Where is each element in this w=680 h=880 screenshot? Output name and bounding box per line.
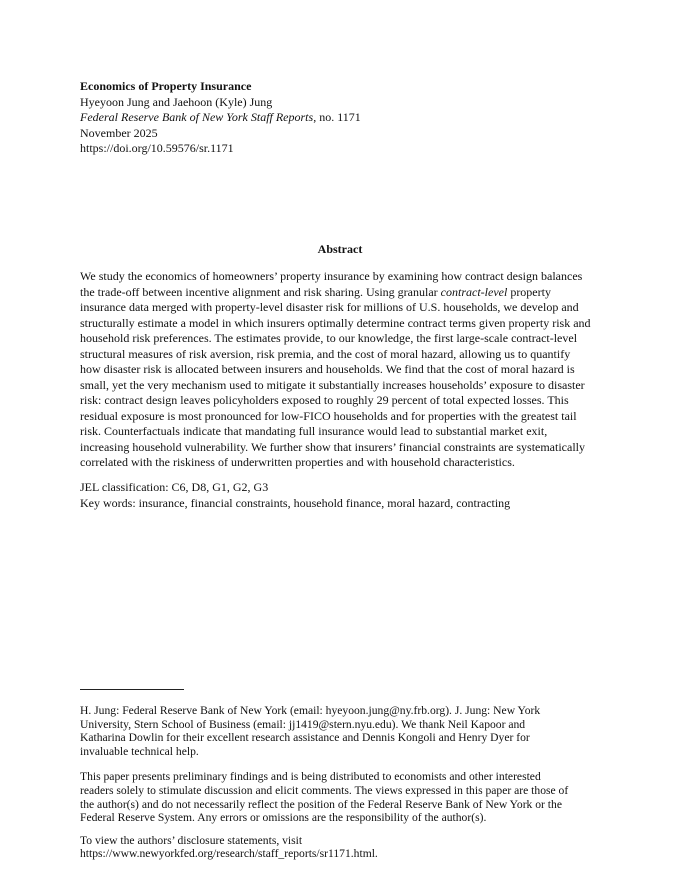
classification-block (80, 480, 600, 511)
footnotes (80, 704, 610, 861)
disclosure-link[interactable]: https://www.newyorkfed.org/research/staff_reports/sr1171.html. (80, 847, 378, 861)
paper-title: Economics of Property Insurance (80, 79, 252, 93)
footnote-line: This paper presents preliminary findings and is being distributed to economists and other interested (80, 770, 541, 784)
footnote-line: Katharina Dowlin for their excellent research assistance and Dennis Kongoli and Henry Dyer for (80, 731, 530, 745)
abstract-line: household risk preferences. The estimates provide, to our knowledge, the first large-scale contract-level (80, 331, 578, 345)
abstract-italic-term: contract-level (440, 284, 508, 299)
abstract-line-tail: property (507, 284, 551, 299)
footnote-line: the author(s) and do not necessarily reflect the position of the Federal Reserve Bank of New York or the (80, 797, 562, 811)
abstract-body (80, 269, 605, 471)
footnote-line: invaluable technical help. (80, 744, 199, 758)
footnote-line: readers solely to stimulate discussion and elicit comments. The views expressed in this paper are those of (80, 783, 569, 797)
jel-classification: JEL classification: C6, D8, G1, G2, G3 (80, 480, 269, 494)
abstract-line: insurance data merged with property-level disaster risk for millions of U.S. households, we develop and (80, 300, 579, 314)
disclosure-footnote (80, 834, 610, 861)
footnote-line: University, Stern School of Business (email: jj1419@stern.nyu.edu). We thank Neil Kapoor and (80, 717, 526, 731)
abstract-line: structurally estimate a model in which insurers optimally determine contract terms given property risk and (80, 315, 591, 330)
abstract-heading: Abstract (317, 242, 363, 256)
series-number: , no. 1171 (313, 110, 361, 124)
footnote-line: H. Jung: Federal Reserve Bank of New York (email: hyeyoon.jung@ny.frb.org). J. Jung: New York (80, 704, 541, 717)
doi-link[interactable]: https://doi.org/10.59576/sr.1171 (80, 141, 234, 155)
abstract-line: We study the economics of homeowners’ property insurance by examining how contract design balances (80, 269, 583, 283)
abstract-line: correlated with the riskiness of underwritten properties and with household characteristics. (80, 455, 515, 469)
paper-header (80, 79, 600, 157)
abstract-line: how disaster risk is allocated between insurers and households. We find that the cost of moral hazard is (80, 362, 575, 376)
series-line (80, 110, 600, 126)
series-name: Federal Reserve Bank of New York Staff Reports (80, 110, 314, 124)
abstract-line: risk: contract design leaves policyholders exposed to roughly 29 percent of total expected losses. This (80, 393, 569, 407)
disclaimer-footnote (80, 770, 610, 824)
author-list: Hyeyoon Jung and Jaehoon (Kyle) Jung (80, 94, 273, 109)
abstract-line: structural measures of risk aversion, risk premia, and the cost of moral hazard, allowing us to quantify (80, 346, 571, 361)
abstract-line (80, 285, 605, 301)
abstract-line: increasing household vulnerability. We further show that insurers’ financial constraints are systematically (80, 439, 585, 454)
footnote-divider (80, 689, 184, 690)
keywords: Key words: insurance, financial constraints, household finance, moral hazard, contracting (80, 495, 511, 510)
footnote-line: Federal Reserve System. Any errors or omissions are the responsibility of the author(s). (80, 811, 487, 825)
abstract-line-text: the trade-off between incentive alignment and risk sharing. Using granular (80, 284, 441, 299)
footnote-line: To view the authors’ disclosure statements, visit (80, 833, 303, 847)
abstract-line: small, yet the very mechanism used to mitigate it substantially increases households’ exposure to disaster (80, 377, 585, 392)
abstract-line: risk. Counterfactuals indicate that mandating full insurance would lead to substantial market exit, (80, 424, 548, 438)
abstract-line: residual exposure is most pronounced for low-FICO households and for properties with the greatest tail (80, 408, 577, 423)
publication-date: November 2025 (80, 125, 158, 140)
author-footnote (80, 704, 610, 758)
